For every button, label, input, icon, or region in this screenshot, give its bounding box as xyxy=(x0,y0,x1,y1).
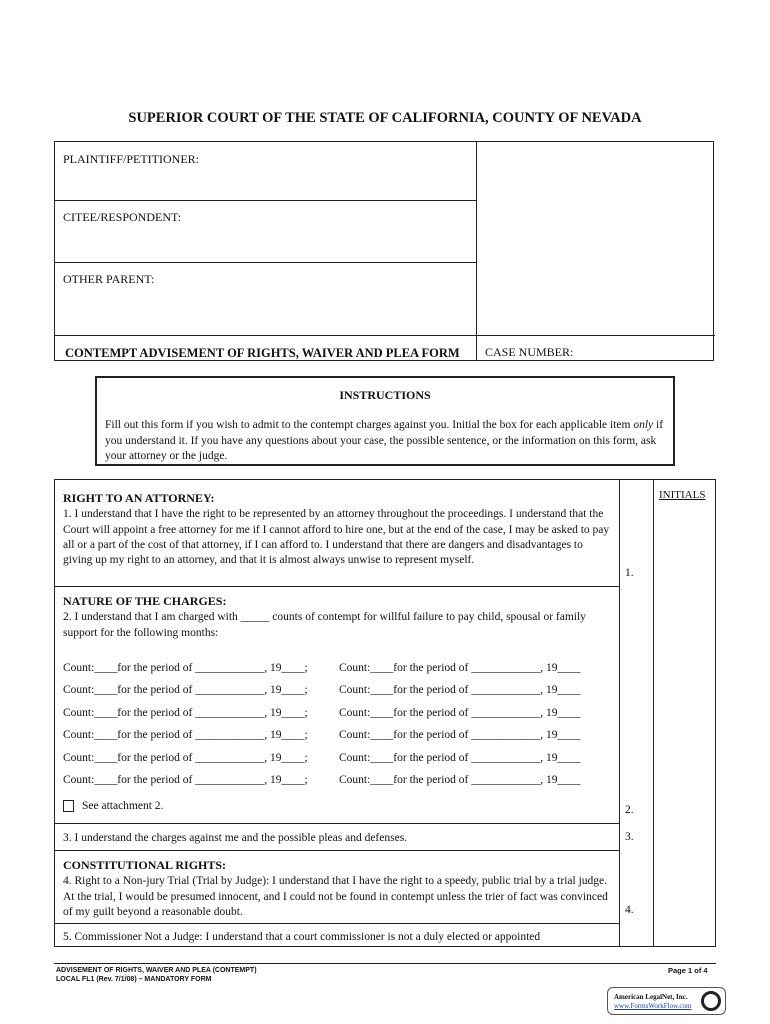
section-1-title: RIGHT TO AN ATTORNEY: xyxy=(63,491,215,505)
count-row[interactable]: Count:____for the period of ____________, 19____; Count:____for the period of ____________, 19____ xyxy=(63,707,581,719)
citee-label: CITEE/RESPONDENT: xyxy=(63,210,182,224)
instructions-text: Fill out this form if you wish to admit to the contempt charges against you. Initial the box for each applicable item only if you understand it. If you have any questions about your case, the possible sentence, or the information on this form, ask your attorney or the judge. xyxy=(105,419,664,462)
footer-form-id: ADVISEMENT OF RIGHTS, WAIVER AND PLEA (CONTEMPT) LOCAL FL1 (Rev. 7/1/08) – MANDATORY FORM xyxy=(56,967,257,983)
publisher-badge[interactable] xyxy=(607,987,726,1015)
page-number: Page 1 of 4 xyxy=(668,966,708,975)
count-row[interactable]: Count:____for the period of ____________, 19____; Count:____for the period of ____________, 19____ xyxy=(63,729,581,741)
section-4-title: CONSTITUTIONAL RIGHTS: xyxy=(63,858,227,872)
section-commissioner: 5. Commissioner Not a Judge: I understand that a court commissioner is not a duly elected or appointed xyxy=(63,931,541,943)
count-row[interactable]: Count:____for the period of ____________, 19____; Count:____for the period of ____________, 19____ xyxy=(63,752,581,764)
count-row[interactable]: Count:____for the period of ____________, 19____; Count:____for the period of ____________, 19____ xyxy=(63,684,581,696)
attachment-label: See attachment 2. xyxy=(82,800,164,812)
item-1-number: 1. xyxy=(625,567,634,579)
case-number-label: CASE NUMBER: xyxy=(485,345,574,359)
section-4-text: 4. Right to a Non-jury Trial (Trial by Judge): I understand that I have the right to a speedy, public trial by a trial judge. At the trial, I would be presumed innocent, and I could not be found in contempt unless the trier of fact was convinced of my guilt beyond a reasonable doubt. xyxy=(63,875,608,918)
citee-row[interactable] xyxy=(55,200,476,263)
attachment-checkbox[interactable] xyxy=(63,800,74,812)
section-2-text: 2. I understand that I am charged with _____ counts of contempt for willful failure to pay child, spousal or family support for the following months: xyxy=(63,611,586,639)
section-constitutional-rights xyxy=(63,858,611,920)
advisement-grid xyxy=(54,479,716,947)
instructions-box xyxy=(95,376,675,466)
count-row[interactable]: Count:____for the period of ____________, 19____; Count:____for the period of ____________, 19____ xyxy=(63,774,581,786)
case-caption xyxy=(54,141,714,361)
item-2-number: 2. xyxy=(625,804,634,816)
section-nature-of-charges xyxy=(63,594,611,641)
plaintiff-label: PLAINTIFF/PETITIONER: xyxy=(63,152,199,166)
attachment-option[interactable] xyxy=(63,800,163,812)
section-2-title: NATURE OF THE CHARGES: xyxy=(63,594,227,608)
other-parent-row[interactable] xyxy=(55,262,476,336)
publisher-name: American LegalNet, Inc. xyxy=(614,993,688,1001)
item-3-number: 3. xyxy=(625,831,634,843)
page-title: SUPERIOR COURT OF THE STATE OF CALIFORNIA, COUNTY OF NEVADA xyxy=(128,110,642,126)
count-row[interactable]: Count:____for the period of ____________, 19____; Count:____for the period of ____________, 19____ xyxy=(63,662,581,674)
party-block xyxy=(55,142,477,360)
publisher-logo-icon xyxy=(701,991,721,1011)
other-parent-label: OTHER PARENT: xyxy=(63,272,155,286)
plaintiff-row[interactable] xyxy=(55,142,476,201)
instructions-title: INSTRUCTIONS xyxy=(339,388,431,402)
initials-header: INITIALS xyxy=(659,489,706,501)
publisher-link[interactable]: www.FormsWorkFlow.com xyxy=(614,1002,692,1010)
section-1-text: 1. I understand that I have the right to be represented by an attorney throughout the proceedings. I understand that the Court will appoint a free attorney for me if I cannot afford to hire one, but at the end of the case, I may be asked to pay all or a part of the cost of that attorney, if I can afford to. I understand that there are dangers and disadvantages to giving up my right to an attorney, and that it is almost always unwise to represent myself. xyxy=(63,508,610,567)
form-name: CONTEMPT ADVISEMENT OF RIGHTS, WAIVER AND PLEA FORM xyxy=(65,346,460,360)
section-charges-understood: 3. I understand the charges against me and the possible pleas and defenses. xyxy=(63,832,408,844)
section-right-to-attorney xyxy=(63,491,611,568)
item-4-number: 4. xyxy=(625,904,634,916)
